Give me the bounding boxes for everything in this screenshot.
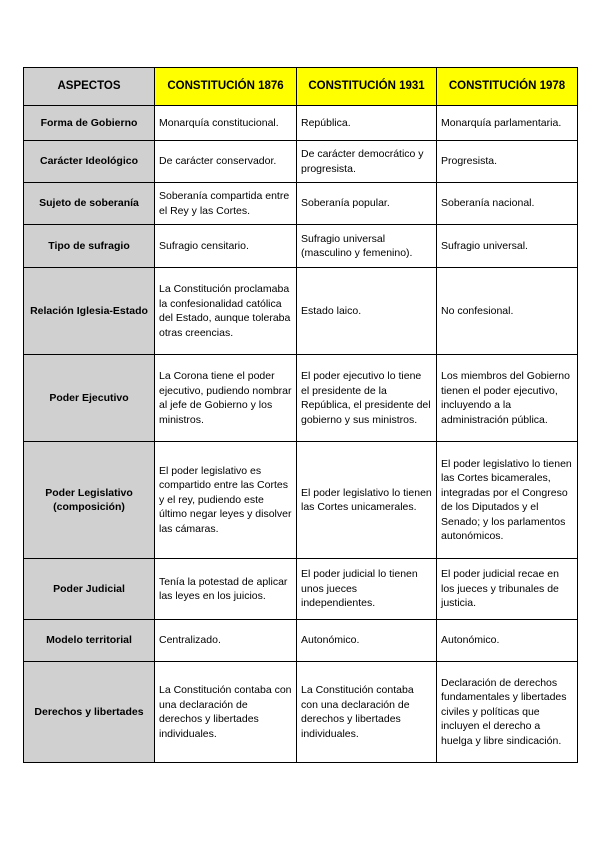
- table-row: [24, 559, 578, 620]
- table-row: [24, 225, 578, 268]
- cell-1978: Sufragio universal.: [437, 225, 578, 268]
- header-aspectos: ASPECTOS: [24, 68, 155, 106]
- table-row: [24, 662, 578, 763]
- cell-1876: La Constitución proclamaba la confesionalidad católica del Estado, aunque toleraba otras creencias.: [155, 268, 297, 355]
- row-head-sufragio: Tipo de sufragio: [24, 225, 155, 268]
- table-row: [24, 106, 578, 141]
- cell-1931: Estado laico.: [297, 268, 437, 355]
- table-row: [24, 620, 578, 662]
- cell-1978: Soberanía nacional.: [437, 183, 578, 225]
- row-head-caracter: Carácter Ideológico: [24, 141, 155, 183]
- header-1978: CONSTITUCIÓN 1978: [437, 68, 578, 106]
- cell-1931: El poder legislativo lo tienen las Cortes unicamerales.: [297, 442, 437, 559]
- row-head-ejecutivo: Poder Ejecutivo: [24, 355, 155, 442]
- cell-1978: El poder legislativo lo tienen las Cortes bicamerales, integradas por el Congreso de los Diputados y el Senado; y los parlamentos autonómicos.: [437, 442, 578, 559]
- cell-1931: El poder judicial lo tienen unos jueces independientes.: [297, 559, 437, 620]
- cell-1876: De carácter conservador.: [155, 141, 297, 183]
- row-head-derechos: Derechos y libertades: [24, 662, 155, 763]
- comparison-table: [23, 67, 578, 763]
- table-row: [24, 268, 578, 355]
- cell-1931: De carácter democrático y progresista.: [297, 141, 437, 183]
- table-row: [24, 141, 578, 183]
- cell-1876: La Constitución contaba con una declaración de derechos y libertades individuales.: [155, 662, 297, 763]
- cell-1978: Progresista.: [437, 141, 578, 183]
- cell-1978: Autonómico.: [437, 620, 578, 662]
- cell-1876: Sufragio censitario.: [155, 225, 297, 268]
- cell-1978: Declaración de derechos fundamentales y libertades civiles y políticas que incluyen el derecho a huelga y libre sindicación.: [437, 662, 578, 763]
- cell-1876: El poder legislativo es compartido entre las Cortes y el rey, pudiendo este último negar leyes y disolver las cámaras.: [155, 442, 297, 559]
- cell-1876: La Corona tiene el poder ejecutivo, pudiendo nombrar al jefe de Gobierno y los ministros.: [155, 355, 297, 442]
- cell-1978: Monarquía parlamentaria.: [437, 106, 578, 141]
- table-row: [24, 183, 578, 225]
- cell-1931: Soberanía popular.: [297, 183, 437, 225]
- cell-1931: República.: [297, 106, 437, 141]
- row-head-soberania: Sujeto de soberanía: [24, 183, 155, 225]
- cell-1876: Tenía la potestad de aplicar las leyes en los juicios.: [155, 559, 297, 620]
- header-1931: CONSTITUCIÓN 1931: [297, 68, 437, 106]
- cell-1931: La Constitución contaba con una declaración de derechos y libertades individuales.: [297, 662, 437, 763]
- cell-1978: No confesional.: [437, 268, 578, 355]
- row-head-forma: Forma de Gobierno: [24, 106, 155, 141]
- cell-1876: Soberanía compartida entre el Rey y las Cortes.: [155, 183, 297, 225]
- table-row: [24, 442, 578, 559]
- header-row: [24, 68, 578, 106]
- cell-1931: Sufragio universal (masculino y femenino).: [297, 225, 437, 268]
- row-head-legislativo: Poder Legislativo (composición): [24, 442, 155, 559]
- table-row: [24, 355, 578, 442]
- cell-1876: Centralizado.: [155, 620, 297, 662]
- cell-1931: Autonómico.: [297, 620, 437, 662]
- header-1876: CONSTITUCIÓN 1876: [155, 68, 297, 106]
- row-head-territorial: Modelo territorial: [24, 620, 155, 662]
- cell-1876: Monarquía constitucional.: [155, 106, 297, 141]
- cell-1931: El poder ejecutivo lo tiene el presidente de la República, el presidente del gobierno y sus ministros.: [297, 355, 437, 442]
- row-head-judicial: Poder Judicial: [24, 559, 155, 620]
- cell-1978: El poder judicial recae en los jueces y tribunales de justicia.: [437, 559, 578, 620]
- cell-1978: Los miembros del Gobierno tienen el poder ejecutivo, incluyendo a la administración pública.: [437, 355, 578, 442]
- row-head-iglesia: Relación Iglesia-Estado: [24, 268, 155, 355]
